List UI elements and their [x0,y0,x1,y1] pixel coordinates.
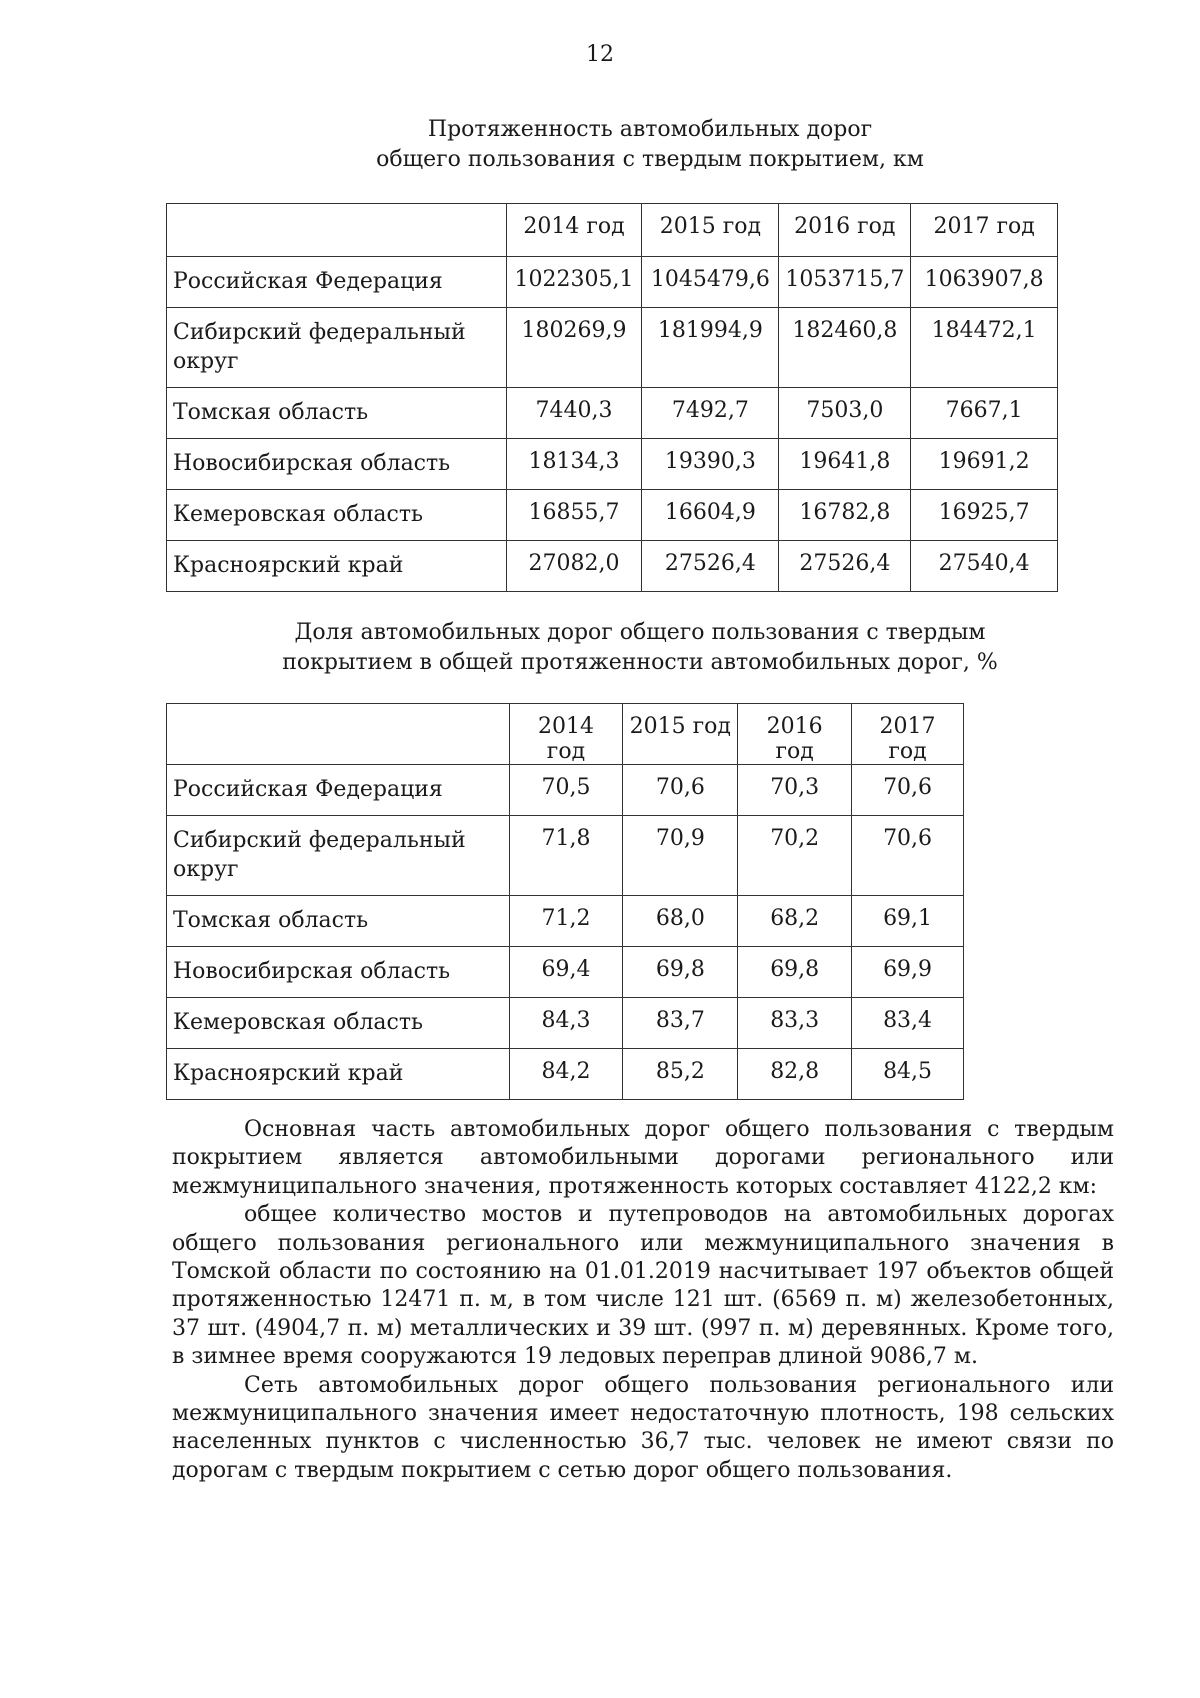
header-cell: 2015 год [642,204,779,257]
value-cell: 7667,1 [911,388,1058,439]
value-cell: 16855,7 [506,490,642,541]
row-label: Российская Федерация [167,765,510,816]
road-length-table [166,203,1058,592]
value-cell: 71,8 [509,816,623,896]
paragraph: Сеть автомобильных дорог общего пользования регионального или межмуниципального значения имеет недостаточную плотность, 198 сельских населенных пунктов с численностью 36,7 тыс. человек не имеют связи по дорогам с твердым покрытием с сетью дорог общего пользования. [172,1372,1114,1483]
table1-caption [300,115,1000,175]
value-cell: 69,8 [738,947,852,998]
table-row [167,998,964,1049]
page-number: 12 [586,42,614,67]
value-cell: 181994,9 [642,308,779,388]
table2-caption-line2: покрытием в общей протяженности автомобильных дорог, % [282,650,998,675]
table-row [167,439,1058,490]
value-cell: 16782,8 [779,490,911,541]
value-cell: 69,8 [623,947,738,998]
value-cell: 27526,4 [779,541,911,592]
value-cell: 7503,0 [779,388,911,439]
header-cell: 2016 год [779,204,911,257]
value-cell: 85,2 [623,1049,738,1100]
header-cell [167,704,510,765]
table-row [167,257,1058,308]
row-label: Сибирский федеральный округ [167,816,510,896]
row-label: Новосибирская область [167,439,507,490]
value-cell: 19390,3 [642,439,779,490]
value-cell: 70,6 [852,765,964,816]
paragraph: Основная часть автомобильных дорог общего пользования с твердым покрытием является автомобильными дорогами регионального или межмуниципального значения, протяженность которых составляет 4122,2 км: [172,1117,1114,1199]
value-cell: 1063907,8 [911,257,1058,308]
value-cell: 7440,3 [506,388,642,439]
value-cell: 19641,8 [779,439,911,490]
value-cell: 27540,4 [911,541,1058,592]
value-cell: 19691,2 [911,439,1058,490]
table-row [167,1049,964,1100]
value-cell: 182460,8 [779,308,911,388]
table-row [167,816,964,896]
value-cell: 68,0 [623,896,738,947]
table2-caption [260,618,1020,678]
row-label: Российская Федерация [167,257,507,308]
row-label: Кемеровская область [167,998,510,1049]
header-cell: 2014 год [506,204,642,257]
value-cell: 84,5 [852,1049,964,1100]
value-cell: 16604,9 [642,490,779,541]
value-cell: 69,1 [852,896,964,947]
value-cell: 84,3 [509,998,623,1049]
value-cell: 71,2 [509,896,623,947]
row-label: Новосибирская область [167,947,510,998]
table-header-row [167,204,1058,257]
value-cell: 68,2 [738,896,852,947]
table-header-row [167,704,964,765]
value-cell: 70,6 [852,816,964,896]
table1-caption-line1: Протяженность автомобильных дорог [427,117,873,142]
header-cell [167,204,507,257]
value-cell: 16925,7 [911,490,1058,541]
table-row [167,765,964,816]
value-cell: 69,9 [852,947,964,998]
header-cell: 2015 год [623,704,738,765]
value-cell: 83,4 [852,998,964,1049]
table-row [167,490,1058,541]
value-cell: 18134,3 [506,439,642,490]
value-cell: 1022305,1 [506,257,642,308]
paved-share-table [166,703,964,1100]
row-label: Красноярский край [167,1049,510,1100]
value-cell: 7492,7 [642,388,779,439]
table1-caption-line2: общего пользования с твердым покрытием, км [376,147,924,172]
value-cell: 69,4 [509,947,623,998]
table-row [167,308,1058,388]
table-row [167,541,1058,592]
value-cell: 83,3 [738,998,852,1049]
value-cell: 84,2 [509,1049,623,1100]
header-cell: 2017 год [852,704,964,765]
value-cell: 27526,4 [642,541,779,592]
value-cell: 27082,0 [506,541,642,592]
header-cell: 2016 год [738,704,852,765]
table-row [167,947,964,998]
value-cell: 1053715,7 [779,257,911,308]
table-row [167,388,1058,439]
body-text [172,1116,1114,1485]
value-cell: 184472,1 [911,308,1058,388]
value-cell: 70,6 [623,765,738,816]
table-row [167,896,964,947]
value-cell: 70,3 [738,765,852,816]
value-cell: 180269,9 [506,308,642,388]
row-label: Сибирский федеральный округ [167,308,507,388]
row-label: Томская область [167,388,507,439]
header-cell: 2014 год [509,704,623,765]
row-label: Кемеровская область [167,490,507,541]
paragraph: общее количество мостов и путепроводов на автомобильных дорогах общего пользования регионального или межмуниципального значения в Томской области по состоянию на 01.01.2019 насчитывает 197 объектов общей протяженностью 12471 п. м, в том числе 121 шт. (6569 п. м) железобетонных, 37 шт. (4904,7 п. м) металлических и 39 шт. (997 п. м) деревянных. Кроме того, в зимнее время сооружаются 19 ледовых переправ длиной 9086,7 м. [172,1202,1114,1370]
row-label: Томская область [167,896,510,947]
value-cell: 70,9 [623,816,738,896]
row-label: Красноярский край [167,541,507,592]
value-cell: 83,7 [623,998,738,1049]
value-cell: 82,8 [738,1049,852,1100]
value-cell: 70,5 [509,765,623,816]
table2-caption-line1: Доля автомобильных дорог общего пользования с твердым [294,620,986,645]
header-cell: 2017 год [911,204,1058,257]
value-cell: 1045479,6 [642,257,779,308]
value-cell: 70,2 [738,816,852,896]
